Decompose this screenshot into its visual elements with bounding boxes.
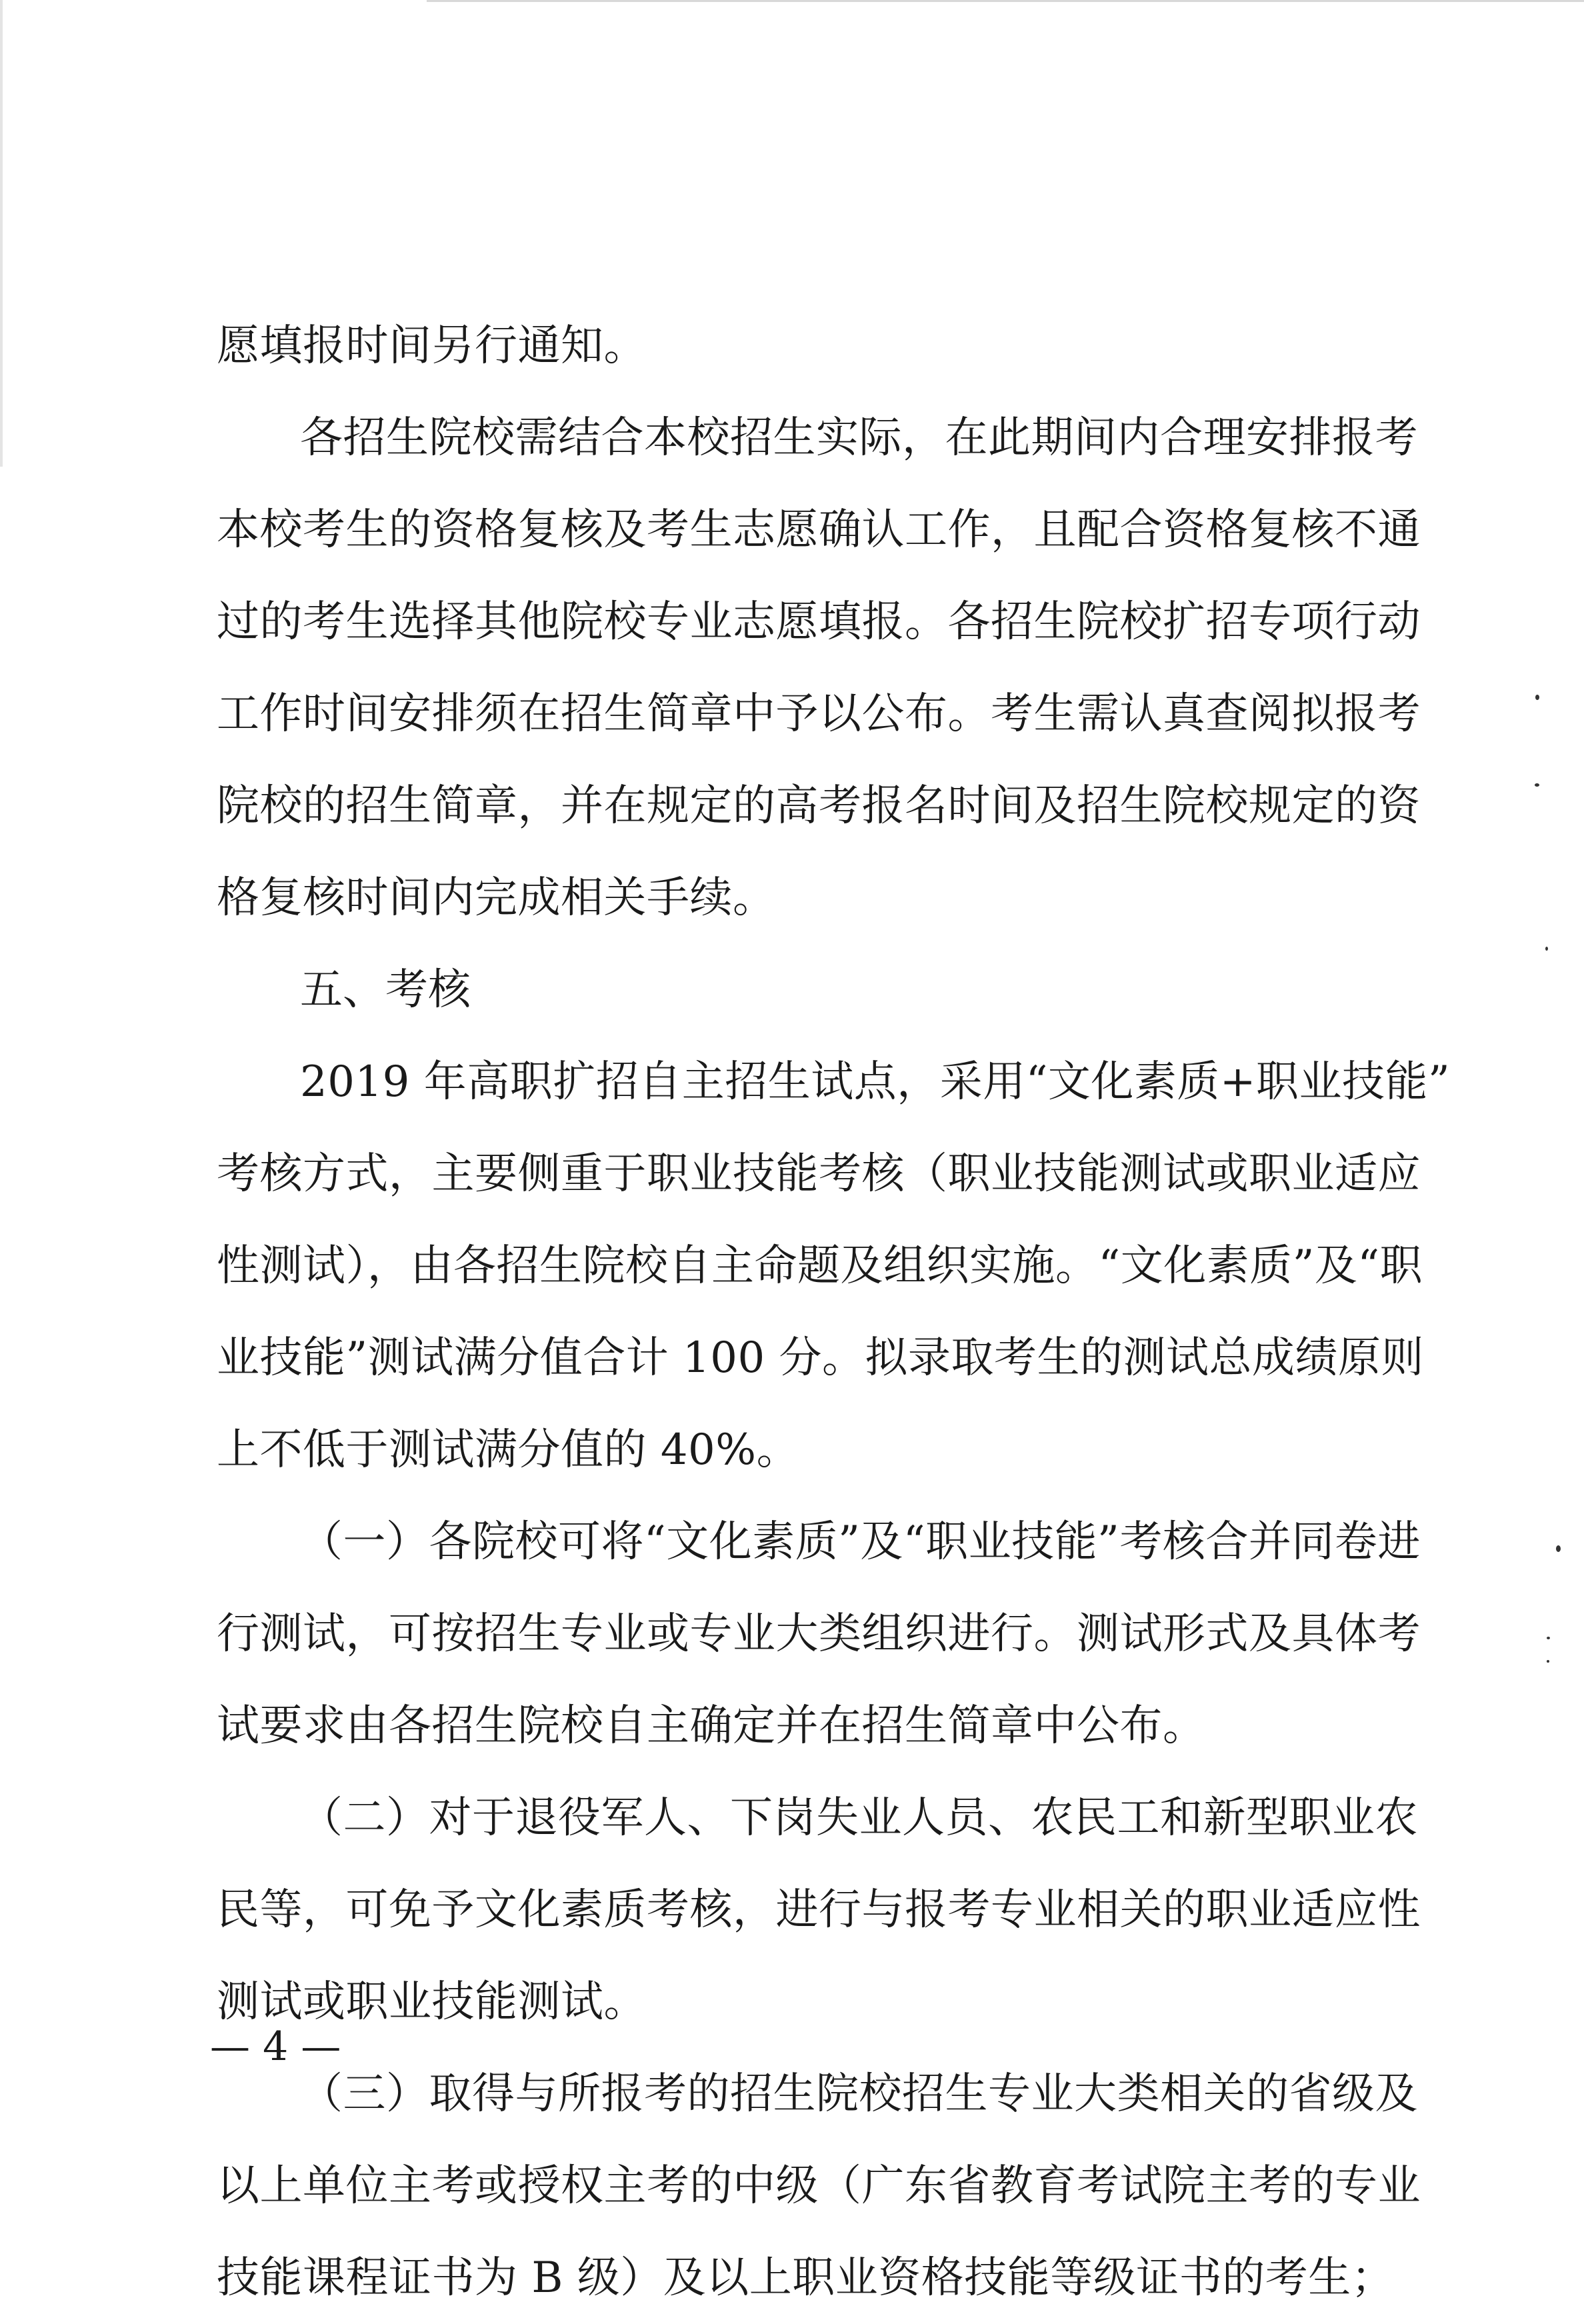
paragraph-line: 本校考生的资格复核及考生志愿确认工作，且配合资格复核不通 [217,505,1421,555]
paragraph-line: 业技能”测试满分值合计 100 分。拟录取考生的测试总成绩原则 [217,1333,1425,1383]
paragraph-line: 各招生院校需结合本校招生实际，在此期间内合理安排报考 [300,413,1418,463]
paragraph-line: 民等，可免予文化素质考核，进行与报考专业相关的职业适应性 [217,1885,1421,1935]
section-heading: 五、考核 [300,965,471,1015]
body-text [217,300,1451,2324]
paragraph-line: （一）各院校可将“文化素质”及“职业技能”考核合并同卷进 [300,1517,1421,1567]
paragraph-line: 愿填报时间另行通知。 [217,321,647,371]
scan-speck [1556,1545,1561,1552]
paragraph-line: 以上单位主考或授权主考的中级（广东省教育考试院主考的专业 [217,2161,1421,2211]
paragraph-line: 工作时间安排须在招生简章中予以公布。考生需认真查阅拟报考 [217,689,1421,739]
scan-speck [1545,947,1548,951]
paragraph-line: 2019 年高职扩招自主招生试点，采用“文化素质+职业技能” [300,1057,1451,1107]
scan-speck [1547,1637,1550,1639]
paragraph-line: 测试或职业技能测试。 [217,1977,647,2027]
scan-edge-top [427,0,1584,2]
scan-speck [1547,1660,1549,1663]
paragraph-line: 行测试，可按招生专业或专业大类组织进行。测试形式及具体考 [217,1609,1421,1659]
paragraph-line: （三）取得与所报考的招生院校招生专业大类相关的省级及 [300,2069,1418,2119]
scan-speck [1535,695,1539,700]
paragraph-line: （二）对于退役军人、下岗失业人员、农民工和新型职业农 [300,1793,1418,1843]
scan-edge-left [0,0,3,467]
paragraph-line: 格复核时间内完成相关手续。 [217,873,776,923]
paragraph-line: 上不低于测试满分值的 40%。 [217,1425,800,1475]
page-number: — 4 — [210,2023,341,2070]
paragraph-line: 性测试），由各招生院校自主命题及组织实施。“文化素质”及“职 [217,1241,1423,1291]
paragraph-line: 考核方式，主要侧重于职业技能考核（职业技能测试或职业适应 [217,1149,1421,1199]
paragraph-line: 过的考生选择其他院校专业志愿填报。各招生院校扩招专项行动 [217,597,1421,647]
scan-speck [1535,783,1539,787]
paragraph-line: 技能课程证书为 B 级）及以上职业资格技能等级证书的考生； [217,2253,1395,2303]
paragraph-line: 试要求由各招生院校自主确定并在招生简章中公布。 [217,1701,1206,1751]
paragraph-line: 院校的招生简章，并在规定的高考报名时间及招生院校规定的资 [217,781,1421,831]
